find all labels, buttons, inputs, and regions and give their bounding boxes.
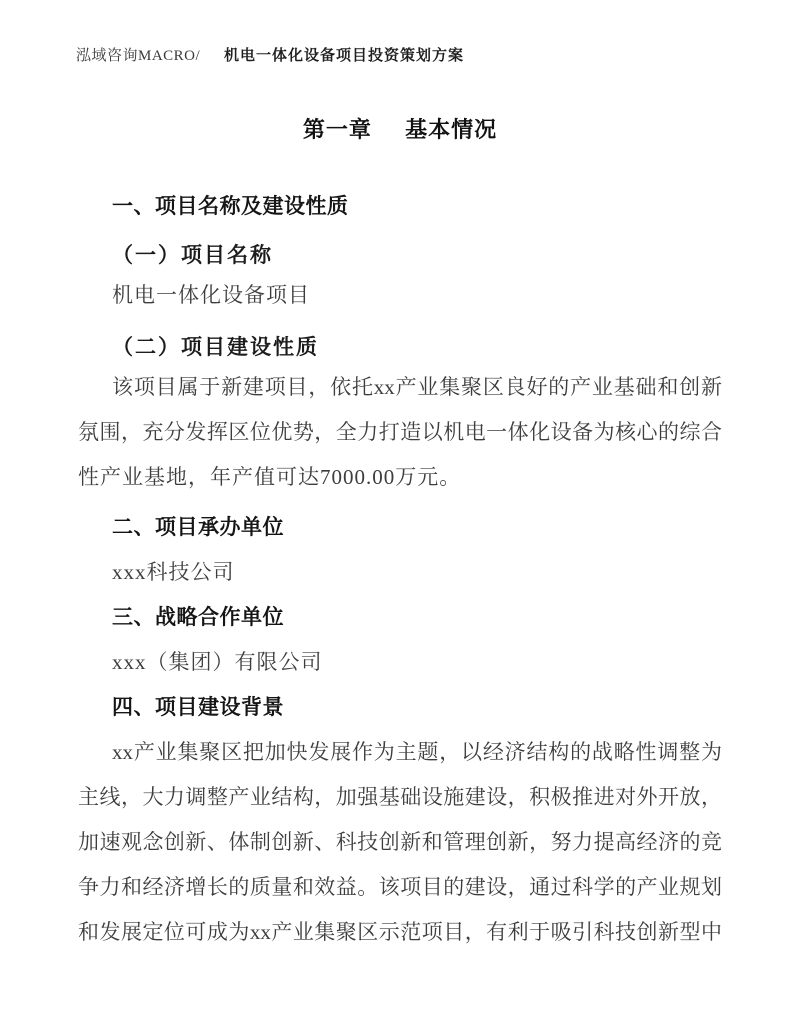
project-name-text: 机电一体化设备项目 [112,283,310,307]
section-heading-2: 二、项目承办单位 [112,516,284,539]
paragraph-line: 加速观念创新、体制创新、科技创新和管理创新，努力提高经济的竞 [78,830,722,854]
section-heading-1: 一、项目名称及建设性质 [112,195,349,218]
subsection-heading-1-1: （一）项目名称 [112,243,273,267]
background-paragraph [78,730,722,955]
section-heading-3: 三、战略合作单位 [112,606,284,629]
paragraph-line: 该项目属于新建项目，依托xx产业集聚区良好的产业基础和创新 [112,375,722,399]
paragraph-line: 氛围，充分发挥区位优势，全力打造以机电一体化设备为核心的综合 [78,420,722,444]
section-heading-4: 四、项目建设背景 [112,696,284,719]
header-doc-title: 机电一体化设备项目投资策划方案 [223,48,464,64]
paragraph-line: 争力和经济增长的质量和效益。该项目的建设，通过科学的产业规划 [78,875,722,899]
paragraph-line: 性产业基地，年产值可达7000.00万元。 [78,465,462,489]
undertaking-company-text: xxx科技公司 [112,560,235,584]
chapter-title [0,116,800,144]
chapter-name: 基本情况 [405,117,498,142]
chapter-label: 第一章 [302,117,372,142]
page-header [76,46,724,66]
subsection-heading-1-2: （二）项目建设性质 [112,335,319,359]
paragraph-line: 和发展定位可成为xx产业集聚区示范项目，有利于吸引科技创新型中 [78,920,722,944]
paragraph-line: xx产业集聚区把加快发展作为主题，以经济结构的战略性调整为 [112,740,722,764]
header-brand: 泓域咨询MACRO/ [76,48,201,64]
paragraph-line: 主线，大力调整产业结构，加强基础设施建设，积极推进对外开放， [78,785,722,809]
partner-company-text: xxx（集团）有限公司 [112,650,323,674]
construction-nature-paragraph [78,365,722,500]
